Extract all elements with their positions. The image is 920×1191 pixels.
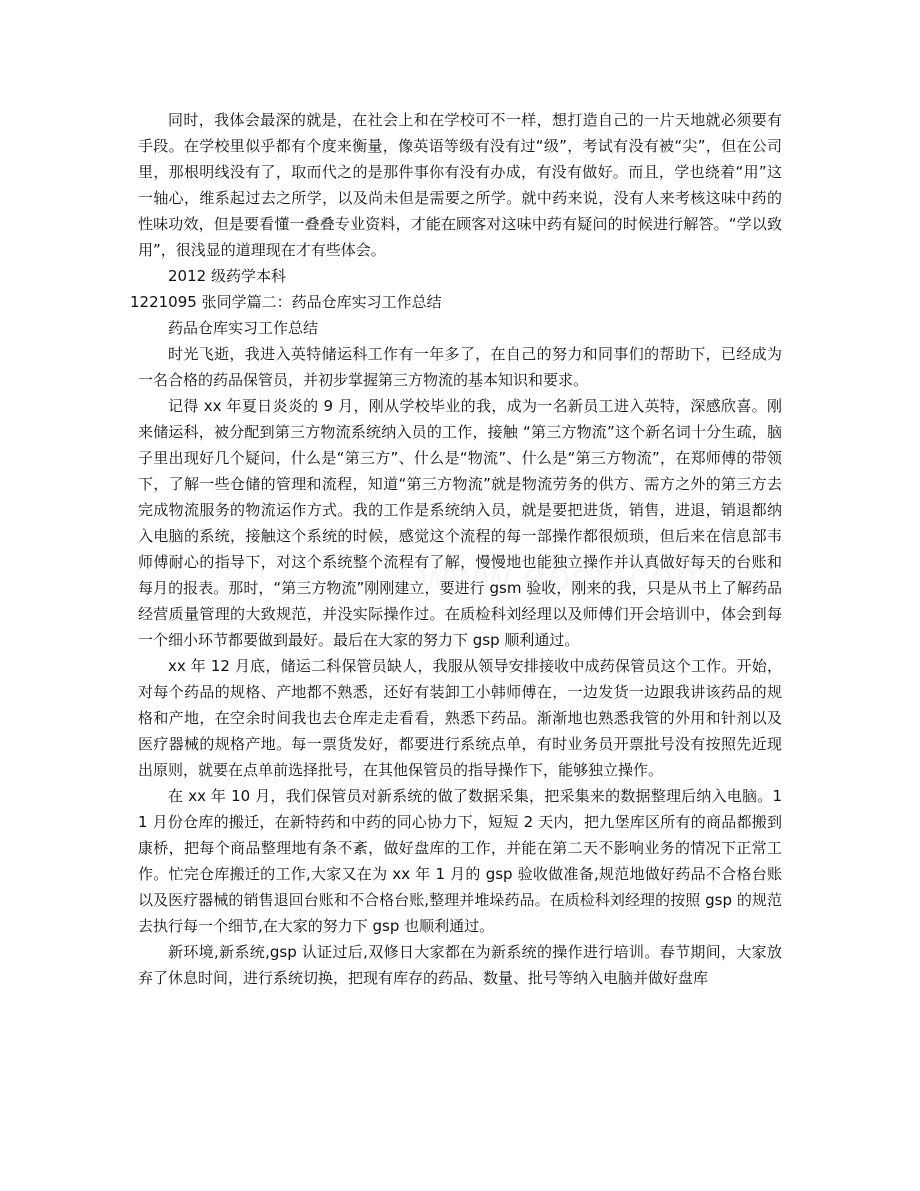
paragraph-new-system: 在 xx 年 10 月，我们保管员对新系统的做了数据采集，把采集来的数据整理后纳入电脑。11 月份仓库的搬迁，在新特药和中药的同心协力下，短短 2 天内，把九堡库区所有的商品都搬到康桥，把每个商品整理地有条不紊，做好盘库的工作，并能在第二天不影响业务的情况下正常工作。忙完仓库搬迁的工作,大家又在为 xx 年 1 月的 gsp 验收做准备,规范地做好药品不合格台账以及医疗器械的销售退回台账和不合格台账,整理并堆垛药品。在质检科刘经理的按照 gsp 的规范去执行每一个细节,在大家的努力下 gsp 也顺利通过。: [138, 787, 782, 935]
document-body: [130, 107, 782, 991]
paragraph-training: 新环境,新系统,gsp 认证过后,双修日大家都在为新系统的操作进行培训。春节期间，大家放弃了休息时间，进行系统切换，把现有库存的药品、数量、批号等纳入电脑并做好盘库: [138, 943, 782, 987]
section-subtitle: 药品仓库实习工作总结: [168, 319, 319, 337]
class-line: 2012 级药学本科: [168, 267, 286, 285]
paragraph-experience: 同时，我体会最深的就是，在社会上和在学校可不一样，想打造自己的一片天地就必须要有手段。在学校里似乎都有个度来衡量，像英语等级有没有过“级”，考试有没有被“尖”，但在公司里，那根明线没有了，取而代之的是那件事你有没有办成，有没有做好。而且，学也绕着“用”这一轴心，维系起过去之所学，以及尚未但是需要之所学。就中药来说，没有人来考核这味中药的性味功效，但是要看懂一叠叠专业资料，才能在顾客对这味中药有疑问的时候进行解答。“学以致用”，很浅显的道理现在才有些体会。: [138, 111, 782, 259]
student-id-line: 1221095 张同学篇二：药品仓库实习工作总结: [130, 293, 442, 311]
paragraph-intro: 时光飞逝，我进入英特储运科工作有一年多了，在自己的努力和同事们的帮助下，已经成为一名合格的药品保管员，并初步掌握第三方物流的基本知识和要求。: [138, 345, 782, 389]
paragraph-third-party-logistics: 记得 xx 年夏日炎炎的 9 月，刚从学校毕业的我，成为一名新员工进入英特，深感欣喜。刚来储运科，被分配到第三方物流系统纳入员的工作，接触 “第三方物流”这个新名词十分生疏，脑子里出现好几个疑问，什么是“第三方”、什么是“物流”、什么是“第三方物流”，在郑师傅的带领下，了解一些仓储的管理和流程，知道“第三方物流”就是物流劳务的供方、需方之外的第三方去完成物流服务的物流运作方式。我的工作是系统纳入员，就是要把进货，销售，进退，销退都纳入电脑的系统，接触这个系统的时候，感觉这个流程的每一部操作都很烦琐，但后来在信息部韦师傅耐心的指导下，对这个系统整个流程有了解，慢慢地也能独立操作并认真做好每天的台账和每月的报表。那时，“第三方物流”刚刚建立，要进行 gsm 验收，刚来的我，只是从书上了解药品经营质量管理的大致规范，并没实际操作过。在质检科刘经理以及师傅们开会培训中，体会到每一个细小环节都要做到最好。最后在大家的努力下 gsp 顺利通过。: [138, 397, 782, 649]
paragraph-storekeeper: xx 年 12 月底，储运二科保管员缺人，我服从领导安排接收中成药保管员这个工作。开始，对每个药品的规格、产地都不熟悉，还好有装卸工小韩师傅在，一边发货一边跟我讲该药品的规格和产地，在空余时间我也去仓库走走看看，熟悉下药品。渐渐地也熟悉我管的外用和针剂以及医疗器械的规格产地。每一票货发好，都要进行系统点单，有时业务员开票批号没有按照先近现出原则，就要在点单前选择批号，在其他保管员的指导操作下，能够独立操作。: [138, 657, 782, 779]
